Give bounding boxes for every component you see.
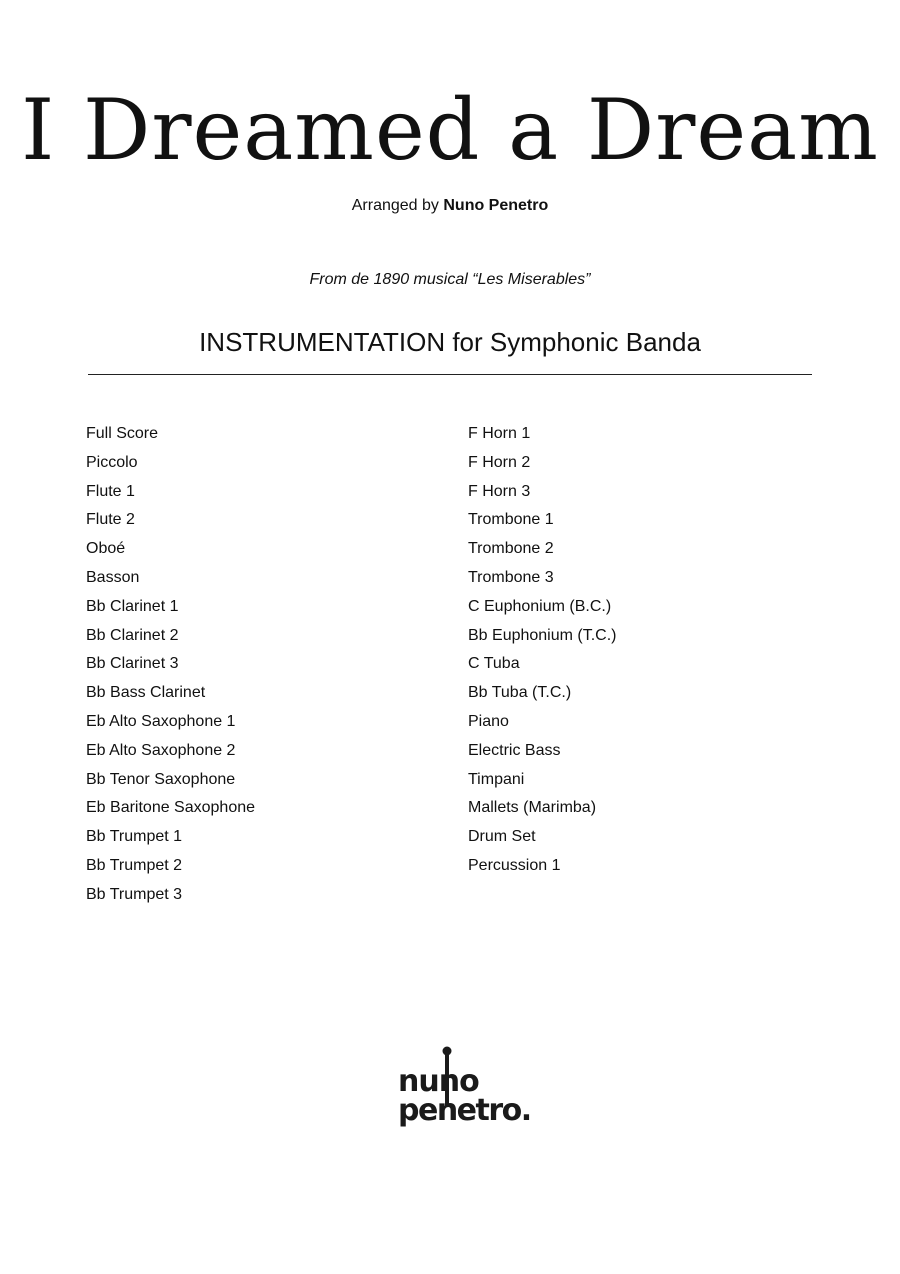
- instrument-item: Bb Trumpet 1: [86, 828, 183, 846]
- heading-divider: [88, 374, 812, 375]
- instrument-list-left: [86, 420, 255, 910]
- instrument-item: Bb Trumpet 2: [86, 856, 183, 874]
- brand-logo: [398, 1046, 538, 1132]
- instrument-item: Trombone 2: [468, 540, 554, 558]
- instrument-item: C Euphonium (B.C.): [468, 597, 612, 615]
- instrument-item: Bb Clarinet 1: [86, 597, 179, 615]
- page-title: I Dreamed a Dream: [21, 81, 879, 179]
- logo-line-1: nuno: [398, 1064, 479, 1099]
- instrument-item: F Horn 3: [468, 482, 531, 500]
- instrument-item: Drum Set: [468, 828, 536, 846]
- instrument-item: Flute 1: [86, 482, 135, 500]
- instrument-item: Mallets (Marimba): [468, 799, 597, 817]
- logo-line-2: penetro.: [398, 1093, 531, 1128]
- instrument-item: Piano: [468, 712, 509, 730]
- instrument-item: Bb Euphonium (T.C.): [468, 626, 617, 644]
- instrument-item: Bb Bass Clarinet: [86, 684, 206, 702]
- instrument-item: Full Score: [86, 425, 159, 442]
- instrument-item: Basson: [86, 568, 140, 586]
- instrument-item: Trombone 1: [468, 511, 554, 529]
- instrument-item: Oboé: [86, 540, 126, 558]
- instrument-item: Eb Alto Saxophone 1: [86, 712, 236, 730]
- instrument-item: Percussion 1: [468, 856, 561, 874]
- instrument-list-right: [468, 420, 617, 881]
- instrument-item: Bb Tuba (T.C.): [468, 684, 572, 702]
- arranger-credit: [0, 197, 900, 215]
- instrument-item: Bb Tenor Saxophone: [86, 770, 236, 788]
- logo-mark: [398, 1046, 538, 1132]
- instrument-item: Eb Baritone Saxophone: [86, 799, 256, 817]
- instrument-item: C Tuba: [468, 655, 520, 673]
- instrument-item: Bb Trumpet 3: [86, 885, 183, 903]
- instrument-item: Bb Clarinet 3: [86, 655, 179, 673]
- arranger-name: Nuno Penetro: [443, 197, 549, 214]
- instrument-item: Timpani: [468, 770, 525, 788]
- instrument-item: Bb Clarinet 2: [86, 626, 179, 644]
- instrument-item: Piccolo: [86, 453, 138, 471]
- instrument-item: Flute 2: [86, 511, 135, 529]
- instrument-item: Eb Alto Saxophone 2: [86, 741, 236, 759]
- arranger-prefix: Arranged by: [351, 197, 439, 214]
- source-note: From de 1890 musical “Les Miserables”: [309, 271, 591, 288]
- instrumentation-heading: INSTRUMENTATION for Symphonic Banda: [199, 327, 701, 357]
- instrument-item: F Horn 1: [468, 425, 531, 442]
- instrument-item: F Horn 2: [468, 453, 531, 471]
- instrument-item: Trombone 3: [468, 568, 554, 586]
- instrument-item: Electric Bass: [468, 741, 561, 759]
